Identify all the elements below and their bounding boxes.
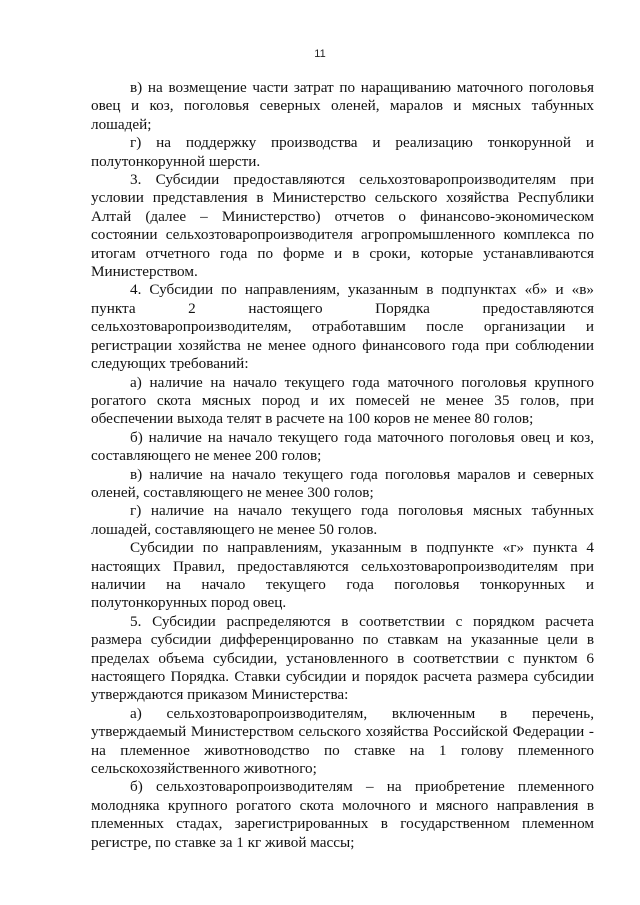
page-number: 11 xyxy=(314,48,326,60)
paragraph-4g-horses: г) наличие на начало текущего года поголовья мясных табунных лошадей, составляющего не менее 50 голов. xyxy=(91,502,594,538)
paragraph-4b-sheep-goats: б) наличие на начало текущего года маточного поголовья овец и коз, составляющего не менее 200 голов; xyxy=(91,428,594,465)
paragraph-wool-subsidies: Субсидии по направлениям, указанным в подпункте «г» пункта 4 настоящих Правил, предоставляются сельхозтоваропроизводителям при наличии на начало текущего года поголовья тонкорунных и полутонкорунных пород овец. xyxy=(91,539,594,612)
paragraph-3-conditions: 3. Субсидии предоставляются сельхозтоваропроизводителям при условии представления в Министерство сельского хозяйства Республики Алтай (далее – Министерство) отчетов о финансово-экономическом состоянии сельхозтоваропроизводителя агропромышленного комплекса по итогам отчетного года по форме и в сроки, которые устанавливаются Министерством. xyxy=(91,171,594,281)
paragraph-5a-breeding: а) сельхозтоваропроизводителям, включенным в перечень, утверждаемый Министерством сельского хозяйства Российской Федерации - на племенное животноводство по ставке на 1 голову племенного сельскохозяйственного животного; xyxy=(91,704,594,778)
paragraph-4a-cattle: а) наличие на начало текущего года маточного поголовья крупного рогатого скота мясных пород и их помесей не менее 35 голов, при обеспечении выхода телят в расчете на 100 коров не менее 80 голов; xyxy=(91,373,594,428)
paragraph-4-requirements: 4. Субсидии по направлениям, указанным в подпунктах «б» и «в» пункта 2 настоящего Порядка предоставляются сельхозтоваропроизводителям, отработавшим после организации и регистрации хозяйства не менее одного финансового года при соблюдении следующих требований: xyxy=(91,281,594,373)
paragraph-5-distribution: 5. Субсидии распределяются в соответствии с порядком расчета размера субсидии дифференцированно по ставкам на указанные цели в пределах объема субсидии, установленного в соответствии с пунктом 6 настоящего Порядка. Ставки субсидии и порядок расчета размера субсидии утверждаются приказом Министерства: xyxy=(91,612,594,704)
paragraph-3g-wool: г) на поддержку производства и реализацию тонкорунной и полутонкорунной шерсти. xyxy=(91,134,594,170)
paragraph-4v-marals-reindeer: в) наличие на начало текущего года поголовья маралов и северных оленей, составляющего не менее 300 голов; xyxy=(91,465,594,501)
document-body xyxy=(91,79,594,852)
paragraph-3v-compensation: в) на возмещение части затрат по наращиванию маточного поголовья овец и коз, поголовья северных оленей, маралов и мясных табунных лошадей; xyxy=(91,79,594,133)
paragraph-5b-young-stock: б) сельхозтоваропроизводителям – на приобретение племенного молодняка крупного рогатого скота молочного и мясного направления в племенных стадах, зарегистрированных в государственном племенном регистре, по ставке за 1 кг живой массы; xyxy=(91,778,594,851)
